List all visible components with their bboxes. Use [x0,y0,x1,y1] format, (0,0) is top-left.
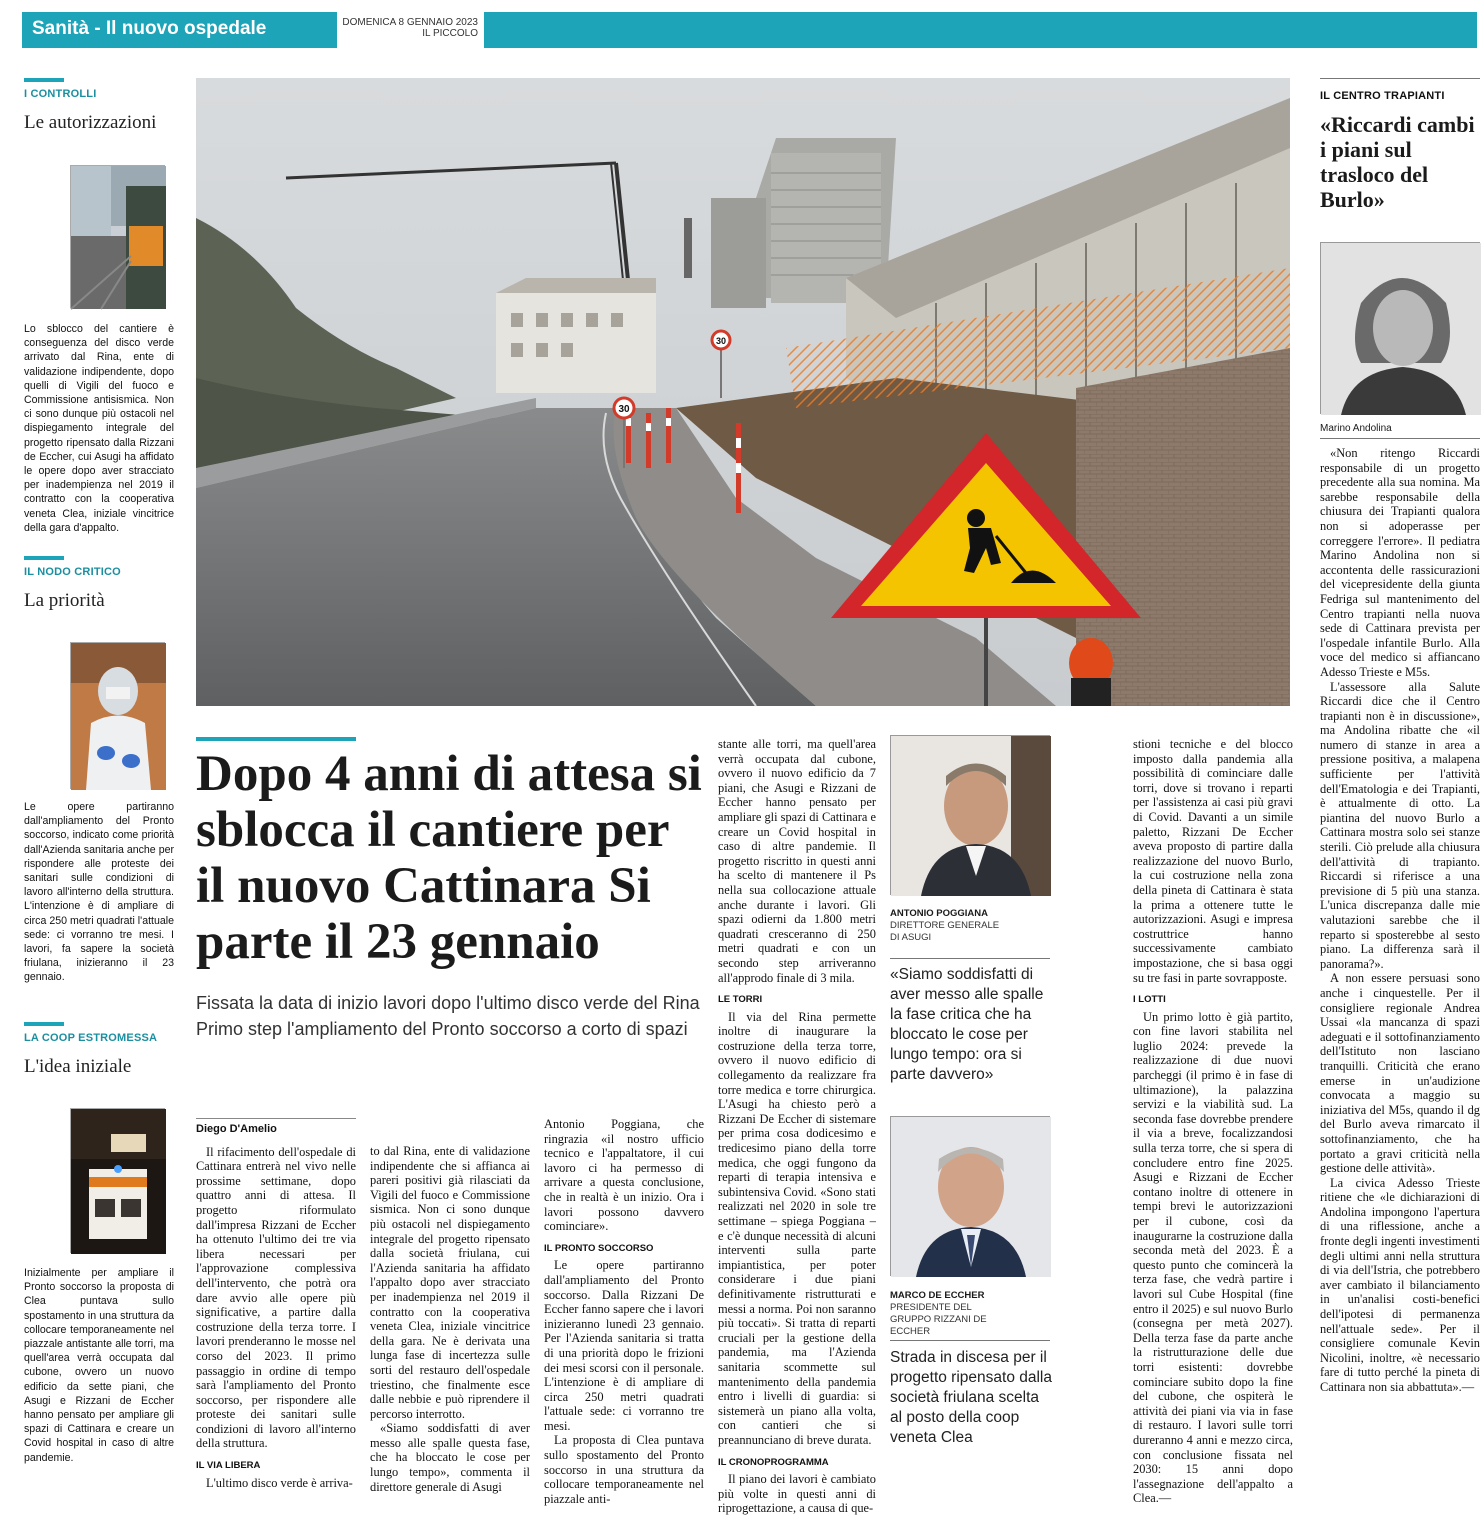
article-subheading: IL CRONOPROGRAMMA [718,1456,829,1468]
issue-date: DOMENICA 8 GENNAIO 2023 [342,17,478,28]
right-article-title: «Riccardi cambi i piani sul trasloco del Burlo» [1320,112,1475,212]
article-subhead: Fissata la data di inizio lavori dopo l'ultimo disco verde del Rina Primo step l'ampliamento del Pronto soccorso a corto di spazi [196,993,700,1039]
divider [1320,438,1480,439]
article-paragraph: «Non ritengo Riccardi responsabile di un progetto precedente alla sua nomina. Ma sarebbe responsabile della chiusura dei Trapianti qualora non si adoperasse per correggere l'errore». Il pediatra Marino Andolina non si accontenta delle rassicurazioni del vicepresidente della giunta Fedriga sul mantenimento del Centro trapianti nella nuova sede di Cattinara prevista per l'ospedale infantile Burlo. Alla voce del medico si affiancano Adesso Trieste e M5s. [1320,446,1480,679]
article-subheading: IL PRONTO SOCCORSO [544,1242,654,1254]
article-paragraph: Le opere partiranno dall'ampliamento del Pronto soccorso. Dalla Rizzani De Eccher fanno sapere che i lavori inizieranno lunedì 23 gennaio. Per l'Azienda sanitaria si tratta di una priorità dopo le frizioni dei mesi scorsi con il personale. L'intenzione è di ampliare di circa 250 metri quadrati l'attuale sede: ci vorranno tre mesi. [544,1258,704,1433]
caption-name: MARCO DE ECCHER [890,1290,985,1301]
article-paragraph: stante alle torri, ma quell'area verrà occupata dal cubone, ovvero il nuovo edificio da 7 piani, che Asugi e Rizzani de Eccher hanno pensato per ampliare gli spazi di Cattinara e creare un Covid hospital in caso di altre pandemie. Il progetto riscritto in questi anni ha scelto di mantenere il Ps nella sua collocazione attuale anche durante i lavori. Gli spazi odierni da 1.800 metri quadrati cresceranno di 250 metri quadrati e con un secondo step arriveranno all'approdo finale di 3 mila. [718,737,876,985]
sidebar-photo-healthcare-worker [70,642,165,789]
kicker-bar [24,1022,64,1026]
dateline [337,12,485,48]
article-paragraph: Il rifacimento dell'ospedale di Cattinara entrerà nel vivo nelle prossime settimane, dopo quattro anni di attesa. Il progetto riformulato dall'impresa Rizzani de Eccher ha ottenuto l'ultimo dei tre via libera necessari per l'approvazione complessiva dell'intervento, che potrà ora dare avvio alle opere più significative, a partire dalla costruzione della terza torre. I lavori prenderanno le mosse nel corso del 2023. Il primo passaggio in ordine di tempo sarà l'ampliamento del Pronto soccorso, per rispondere alle proteste dei sanitari sulle condizioni di lavoro all'interno della struttura. [196,1144,356,1451]
article-paragraph: La proposta di Clea puntava sullo spostamento del Pronto soccorso in una struttura da collocare temporaneamente nel piazzale anti- [544,1433,704,1506]
article-column-1 [196,1118,356,1490]
sidebar-title: L'idea iniziale [24,1056,132,1077]
article-column-4 [718,737,876,1516]
sidebar-title: La priorità [24,590,105,611]
newspaper-name: IL PICCOLO [422,28,478,39]
portrait-marino-andolina [1320,242,1480,414]
article-column-6 [1133,737,1293,1506]
article-subheading: IL VIA LIBERA [196,1460,261,1472]
caption-role: DIRETTORE GENERALE DI ASUGI [890,920,1000,943]
sidebar-photo-hospital-entrance [70,165,165,308]
sidebar-text: Lo sblocco del cantiere è conseguenza del disco verde arrivato dal Rina, ente di validazione indipendente, dopo quelli di Vigili del fuoco e Commissione antisismica. Non ci sono dunque più ostacoli nel dispiegamento integrale del progetto ripensato dalla Rizzani de Eccher, cui Asugi ha affidato le opere dopo aver stracciato per inadempienza nel 2019 il contratto con la cooperativa veneta Clea, iniziale vincitrice della gara d'appalto. [24,323,174,534]
caption-name: Marino Andolina [1320,423,1392,434]
article-paragraph: L'assessore alla Salute Riccardi dice che il Centro trapianti non è in discussione», ma Andolina ribatte che «il numero di stanze in area a pressione positiva, a malapena sufficiente per l'attività dell'Ematologia e dei Trapianti, è attualmente di otto. La piantina del nuovo Burlo a Cattinara mostra solo sei stanze sterili. Ciò prelude alla chiusura dell'attività di trapianto. Riccardi si riferisce a una previsione di 5 più una stanza. L'unica discrepanza dalle mie valutazioni sarebbe che il reparto si sposterebbe al sesto piano. La differenza sarà il panorama?». [1320,679,1480,971]
article-subheading: LE TORRI [718,994,763,1006]
sidebar-box-coop [24,1022,174,1078]
pull-quote: «Siamo soddisfatti di aver messo alle spalle la fase critica che ha bloccato le cose per lungo tempo: ora si parte davvero» [890,966,1044,1083]
article-paragraph: L'ultimo disco verde è arriva- [206,1475,353,1490]
sidebar-text: Le opere partiranno dall'ampliamento del Pronto soccorso, indicato come priorità dall'Azienda sanitaria anche per rispondere alle proteste dei sanitari sulle condizioni di lavoro all'interno della struttura. L'intenzione è di ampliare di circa 250 metri quadrati l'attuale sede: ci vorranno tre mesi. I lavori, fa sapere la società friulana, inizieranno il 23 gennaio. [24,801,174,984]
section-header [22,12,1477,48]
article-paragraph: Antonio Poggiana, che ringrazia «il nostro ufficio tecnico e l'appaltatore, il cui lavoro ci ha permesso di arrivare a questa conclusione, che in realtà è un inizio. Ora i lavori possono davvero cominciare». [544,1117,704,1234]
photo-caption: Strada in discesa per il progetto ripensato dalla società friulana scelta al posto della coop veneta Clea [890,1349,1053,1446]
portrait-marco-de-eccher [890,1116,1050,1276]
kicker-bar [24,78,64,82]
article-column-3 [544,1117,704,1506]
byline: Diego D'Amelio [196,1118,356,1137]
portrait-antonio-poggiana [890,735,1050,895]
sidebar-text: Inizialmente per ampliare il Pronto soccorso la proposta di Clea puntava sullo spostamento in una struttura da collocare temporaneamente nel piazzale antistante alle torri, ma quell'area verrà occupata dal cubone, ovvero un nuovo edificio da sette piani, che Asugi e Rizzani de Eccher hanno pensato per ampliare gli spazi di Cattinara e creare un Covid hospital in caso di altre pandemie. [24,1267,174,1464]
divider [1320,78,1480,79]
headline-accent-bar [196,737,356,741]
sidebar-kicker: I CONTROLLI [24,88,97,100]
section-title: Sanità - Il nuovo ospedale [32,18,267,39]
article-paragraph: La civica Adesso Trieste ritiene che «le dichiarazioni di Andolina impongono l'apertura di una riflessione, anche a fronte degli ingenti investimenti degli ultimi anni nella struttura di via dell'Istria, che potrebbero aver cambiato il bilanciamento in un'analisi costi-benefici dell'ipotesi di permanenza nell'attuale sede». Per il consigliere comunale Kevin Nicolini, inoltre, «è necessario fare di tutto perché la pineta di Cattinara non sia abbattuta».— [1320,1175,1480,1394]
right-box-header [1320,90,1480,102]
article-paragraph: Il via del Rina permette inoltre di inaugurare la costruzione della terza torre, ovvero il nuovo edificio di collegamento da realizzare fra torre medica e torre chirurgica. L'Asugi ha chiesto però a Rizzani De Eccher di sistemare per prima cosa dodicesimo e tredicesimo piano della torre medica, che oggi fungono da reparti di terapia intensiva e subintensiva Covid. «Sono stati realizzati nel 2020 in sole tre settimane – spiega Poggiana – e c'è dunque necessità di alcuni interventi sulla parte impiantistica, per poter considerare i due piani definitivamente ristrutturati e messi a norma. Poi non saranno più toccati». Si tratta di reparti cruciali per la gestione della pandemia, ma l'Azienda sanitaria scommette sul mantenimento della pandemia entro i livelli di guardia: si sistemerà un piano alla volta, con cantieri che si preannunciano di breve durata. [718,1009,876,1447]
article-column-2 [370,1144,530,1494]
caption-name: ANTONIO POGGIANA [890,908,988,919]
article-paragraph: A non essere persuasi sono anche i cinquestelle. Per il consigliere regionale Andrea Ussai «la mancanza di spazi adeguati e il sottofinanziamento dell'Istituto non lasciano tranquilli. Criticità che erano emerse in un'audizione convocata a maggio su iniziativa del M5s, quando il dg del Burlo aveva rimarcato il sottofinanziamento, che ha portato a gravi criticità nella gestione delle attività». [1320,971,1480,1176]
right-kicker: IL CENTRO TRAPIANTI [1320,90,1445,102]
right-article-body [1320,446,1480,1395]
article-subheading: I LOTTI [1133,994,1166,1006]
article-paragraph: Il piano dei lavori è cambiato più volte in questi anni di riprogettazione, a causa di que- [718,1472,876,1516]
sidebar-title: Le autorizzazioni [24,112,157,133]
divider [890,958,1050,959]
article-paragraph: «Siamo soddisfatti di aver messo alle spalle questa fase, che ha bloccato le cose per lungo tempo», commenta il direttore generale di Asugi [370,1421,530,1494]
article-paragraph: to dal Rina, ente di validazione indipendente che si affianca ai pareri positivi già rilasciati da Vigili del fuoco e Commissione sismica. Non ci sono dunque più ostacoli nel dispiegamento integrale del progetto ripensato dalla società friulana, cui l'Azienda sanitaria ha affidato l'appalto dopo aver stracciato per inadempienza nel 2019 il contratto con la cooperativa veneta Clea, iniziale vincitrice della gara. Ne è derivata una lunga fase di incertezza sulle sorti del restauro dell'ospedale triestino, che finalmente esce dalle nebbie e può riprendere il percorso interrotto. [370,1144,530,1421]
article-headline: Dopo 4 anni di attesa si sblocca il cantiere per il nuovo Cattinara Si parte il 23 gennaio [196,746,702,970]
sidebar-kicker: IL NODO CRITICO [24,566,121,578]
speed-sign-label: 30 [618,404,630,415]
sidebar-box-controls [24,78,174,134]
sidebar-photo-ambulance [70,1108,165,1253]
sidebar-box-critical [24,556,174,612]
sidebar-kicker: LA COOP ESTROMESSA [24,1032,158,1044]
article-paragraph: Un primo lotto è già partito, con fine lavori stabilita nel luglio 2024: prevede la realizzazione di due nuovi parcheggi (il primo è in fase di ultimazione), la palazzina servizi e la viabilità sud. La seconda fase dovrebbe prendere il via a breve, focalizzandosi sulla terza torre, che si spera di concludere entro fine 2025. Asugi e Rizzani de Eccher contano inoltre di ottenere in tempi brevi le autorizzazioni per il cubone, così da inaugurarne la costruzione dalla seconda metà del 2023. È a questo punto che comincerà la terza fase, che vedrà partire i lavori sul Cube Hospital (fine entro il 2025) e sul nuovo Burlo (consegna per metà 2027). Della terza fase da parte anche la ristrutturazione delle due torri esistenti: dovrebbe cominciare subito dopo la fine del cubone, che ospiterà le attività dei piani via via in fase di restauro. I lavori sulle torri dureranno 4 anni e mezzo circa, con conclusione fissata nel 2030: 15 anni dopo l'assegnazione dell'appalto a Clea.— [1133,1009,1293,1506]
kicker-bar [24,556,64,560]
caption-role: PRESIDENTE DEL GRUPPO RIZZANI DE ECCHER [890,1302,987,1337]
article-paragraph: stioni tecniche e del blocco imposto dalla pandemia alla possibilità di cominciare dalle torri, dove si trovano i reparti per l'assistenza ai casi più gravi di Covid. Davanti a un simile paletto, Rizzani De Eccher aveva proposto di partire dalla realizzazione del nuovo Burlo, la cui costruzione nella zona della pineta di Cattinara è stata la prima a ottenere tutte le autorizzazioni. Asugi e impresa costruttrice hanno successivamente cambiato impostazione, che si basa oggi su tre fasi in parte sovrapposte. [1133,737,1293,985]
main-photo-construction-road [196,78,1290,706]
speed-sign-label: 30 [715,336,727,346]
divider [890,1340,1050,1341]
